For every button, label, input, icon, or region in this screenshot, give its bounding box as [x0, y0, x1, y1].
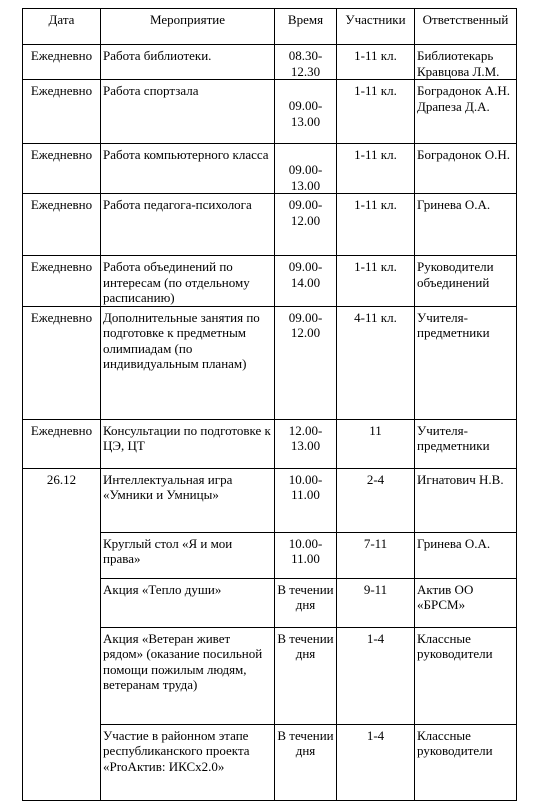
- table-row: [23, 306, 517, 419]
- table-row: [23, 578, 517, 627]
- header-responsible: Ответственный: [415, 9, 517, 45]
- cell-responsible: Руководители объединений: [415, 256, 517, 307]
- cell-participants: 1-11 кл.: [337, 45, 415, 80]
- cell-event: Работа компьютерного класса: [101, 144, 275, 194]
- cell-date: Ежедневно: [23, 45, 101, 80]
- cell-time: В течении дня: [275, 724, 337, 800]
- cell-responsible: Гринева О.А.: [415, 194, 517, 256]
- cell-event: Круглый стол «Я и мои права»: [101, 532, 275, 578]
- cell-date: 26.12: [23, 468, 101, 532]
- header-date: Дата: [23, 9, 101, 45]
- header-time: Время: [275, 9, 337, 45]
- cell-participants: 11: [337, 419, 415, 468]
- cell-responsible: Гринева О.А.: [415, 532, 517, 578]
- cell-responsible: Актив ОО «БРСМ»: [415, 578, 517, 627]
- table-row: [23, 256, 517, 307]
- cell-time: 10.00-11.00: [275, 468, 337, 532]
- cell-participants: 7-11: [337, 532, 415, 578]
- cell-time: 09.00-12.00: [275, 194, 337, 256]
- cell-participants: 4-11 кл.: [337, 306, 415, 419]
- cell-responsible: Учителя-предметники: [415, 419, 517, 468]
- cell-date: [23, 627, 101, 724]
- cell-responsible: Библиотекарь Кравцова Л.М.: [415, 45, 517, 80]
- cell-time: 12.00-13.00: [275, 419, 337, 468]
- cell-event: Работа педагога-психолога: [101, 194, 275, 256]
- table-row: [23, 724, 517, 800]
- cell-time: 09.00-13.00: [275, 144, 337, 194]
- cell-date: [23, 532, 101, 578]
- cell-participants: 1-11 кл.: [337, 80, 415, 144]
- cell-event: Работа спортзала: [101, 80, 275, 144]
- cell-responsible: Классные руководители: [415, 724, 517, 800]
- cell-responsible: Игнатович Н.В.: [415, 468, 517, 532]
- cell-event: Работа объединений по интересам (по отдельному расписанию): [101, 256, 275, 307]
- header-participants: Участники: [337, 9, 415, 45]
- cell-participants: 1-4: [337, 724, 415, 800]
- cell-event: Консультации по подготовке к ЦЭ, ЦТ: [101, 419, 275, 468]
- cell-participants: 1-11 кл.: [337, 256, 415, 307]
- cell-event: Участие в районном этапе республиканского проекта «ProАктив: ИКСх2.0»: [101, 724, 275, 800]
- cell-time: 08.30-12.30: [275, 45, 337, 80]
- table-row: [23, 419, 517, 468]
- table-row: [23, 194, 517, 256]
- table-row: [23, 144, 517, 194]
- schedule-table: [22, 8, 517, 801]
- cell-participants: 9-11: [337, 578, 415, 627]
- cell-date: [23, 724, 101, 800]
- table-row: [23, 80, 517, 144]
- cell-responsible: Боградонок О.Н.: [415, 144, 517, 194]
- cell-event: Акция «Тепло души»: [101, 578, 275, 627]
- cell-participants: 1-11 кл.: [337, 144, 415, 194]
- table-row: [23, 45, 517, 80]
- header-event: Мероприятие: [101, 9, 275, 45]
- cell-time: 10.00-11.00: [275, 532, 337, 578]
- cell-participants: 1-4: [337, 627, 415, 724]
- table-header-row: [23, 9, 517, 45]
- cell-participants: 2-4: [337, 468, 415, 532]
- cell-time: 09.00-12.00: [275, 306, 337, 419]
- table-row: [23, 532, 517, 578]
- cell-date: Ежедневно: [23, 144, 101, 194]
- cell-time: В течении дня: [275, 627, 337, 724]
- cell-time: В течении дня: [275, 578, 337, 627]
- cell-date: Ежедневно: [23, 419, 101, 468]
- cell-event: Интеллектуальная игра «Умники и Умницы»: [101, 468, 275, 532]
- cell-time: 09.00-14.00: [275, 256, 337, 307]
- cell-responsible: Учителя-предметники: [415, 306, 517, 419]
- cell-date: Ежедневно: [23, 256, 101, 307]
- cell-time: 09.00-13.00: [275, 80, 337, 144]
- cell-event: Дополнительные занятия по подготовке к предметным олимпиадам (по индивидуальным планам): [101, 306, 275, 419]
- cell-responsible: Боградонок А.Н. Драпеза Д.А.: [415, 80, 517, 144]
- cell-date: Ежедневно: [23, 80, 101, 144]
- cell-participants: 1-11 кл.: [337, 194, 415, 256]
- cell-date: [23, 578, 101, 627]
- table-row: [23, 627, 517, 724]
- cell-date: Ежедневно: [23, 306, 101, 419]
- cell-event: Работа библиотеки.: [101, 45, 275, 80]
- cell-responsible: Классные руководители: [415, 627, 517, 724]
- cell-event: Акция «Ветеран живет рядом» (оказание посильной помощи пожилым людям, ветеранам труда): [101, 627, 275, 724]
- cell-date: Ежедневно: [23, 194, 101, 256]
- table-row: [23, 468, 517, 532]
